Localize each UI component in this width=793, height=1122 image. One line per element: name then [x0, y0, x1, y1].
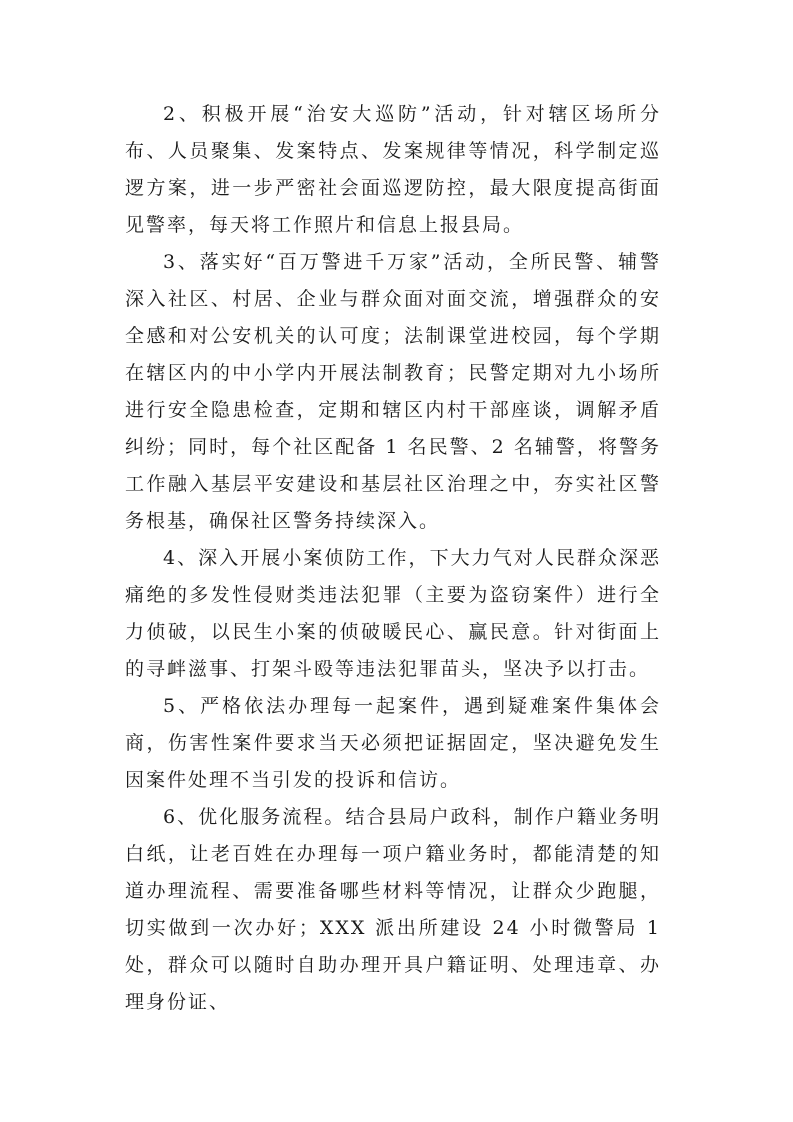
- paragraph-item-2: 2、积极开展“治安大巡防”活动，针对辖区场所分布、人员聚集、发案特点、发案规律等情况，科学制定巡逻方案，进一步严密社会面巡逻防控，最大限度提高街面见警率，每天将工作照片和信息上报县局。: [125, 103, 661, 236]
- paragraph-item-6: 6、优化服务流程。结合县局户政科，制作户籍业务明白纸，让老百姓在办理每一项户籍业务时，都能清楚的知道办理流程、需要准备哪些材料等情况，让群众少跑腿，切实做到一次办好；XXX 派出所建设 24 小时微警局 1 处，群众可以随时自助办理开具户籍证明、处理违章、办理身份证、: [125, 806, 661, 1013]
- paragraph-item-5: 5、严格依法办理每一起案件，遇到疑难案件集体会商，伤害性案件要求当天必须把证据固定，坚决避免发生因案件处理不当引发的投诉和信访。: [125, 695, 661, 791]
- document-body: [125, 96, 661, 1021]
- paragraph-item-3: 3、落实好“百万警进千万家”活动，全所民警、辅警深入社区、村居、企业与群众面对面交流，增强群众的安全感和对公安机关的认可度；法制课堂进校园，每个学期在辖区内的中小学内开展法制教育；民警定期对九小场所进行安全隐患检查，定期和辖区内村干部座谈，调解矛盾纠纷；同时，每个社区配备 1 名民警、2 名辅警，将警务工作融入基层平安建设和基层社区治理之中，夯实社区警务根基，确保社区警务持续深入。: [125, 251, 661, 532]
- paragraph-item-4: 4、深入开展小案侦防工作，下大力气对人民群众深恶痛绝的多发性侵财类违法犯罪（主要为盗窃案件）进行全力侦破，以民生小案的侦破暖民心、赢民意。针对街面上的寻衅滋事、打架斗殴等违法犯罪苗头，坚决予以打击。: [125, 547, 661, 680]
